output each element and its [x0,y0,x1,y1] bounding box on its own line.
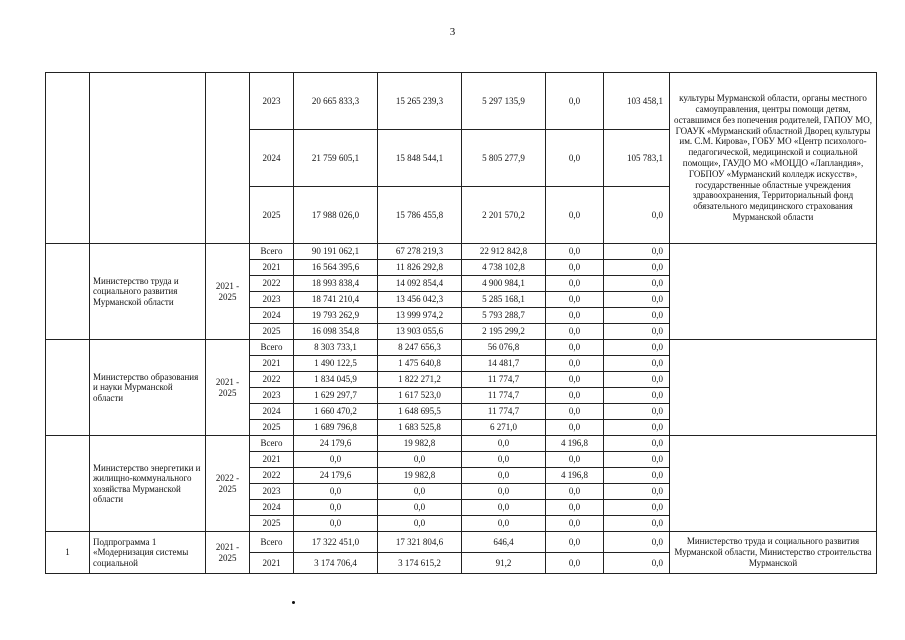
year-cell: 2023 [250,73,294,130]
number-cell [46,436,90,532]
federal-budget-cell: 14 481,7 [462,356,546,372]
other-sources-cell: 0,0 [604,404,670,420]
total-cell: 1 660 470,2 [294,404,378,420]
regional-budget-cell: 17 321 804,6 [378,532,462,553]
federal-budget-cell: 11 774,7 [462,404,546,420]
other-sources-cell: 0,0 [604,324,670,340]
federal-budget-cell: 0,0 [462,452,546,468]
local-budget-cell: 0,0 [546,516,604,532]
total-cell: 0,0 [294,452,378,468]
executors-cell [670,436,877,532]
other-sources-cell: 0,0 [604,244,670,260]
year-cell: 2024 [250,500,294,516]
local-budget-cell: 4 196,8 [546,436,604,452]
other-sources-cell: 0,0 [604,553,670,574]
total-cell: 20 665 833,3 [294,73,378,130]
other-sources-cell: 0,0 [604,372,670,388]
period-cell: 2021 - 2025 [206,532,250,574]
total-cell: 1 689 796,8 [294,420,378,436]
federal-budget-cell: 5 285 168,1 [462,292,546,308]
local-budget-cell: 0,0 [546,420,604,436]
ministry-name-cell: Министерство труда и социального развития Мурманской области [90,244,206,340]
total-cell: 24 179,6 [294,468,378,484]
local-budget-cell: 0,0 [546,292,604,308]
table-row [46,244,877,260]
regional-budget-cell: 14 092 854,4 [378,276,462,292]
regional-budget-cell: 13 903 055,6 [378,324,462,340]
federal-budget-cell: 5 297 135,9 [462,73,546,130]
regional-budget-cell: 1 648 695,5 [378,404,462,420]
other-sources-cell: 0,0 [604,516,670,532]
local-budget-cell: 0,0 [546,553,604,574]
local-budget-cell: 4 196,8 [546,468,604,484]
local-budget-cell: 0,0 [546,130,604,187]
year-cell: 2025 [250,187,294,244]
year-cell: 2023 [250,388,294,404]
other-sources-cell: 0,0 [604,276,670,292]
total-cell: 1 490 122,5 [294,356,378,372]
ministry-name-cell: Министерство образования и науки Мурманской области [90,340,206,436]
regional-budget-cell: 1 683 525,8 [378,420,462,436]
regional-budget-cell: 15 786 455,8 [378,187,462,244]
federal-budget-cell: 4 738 102,8 [462,260,546,276]
total-cell: 18 993 838,4 [294,276,378,292]
local-budget-cell: 0,0 [546,372,604,388]
year-cell: 2022 [250,468,294,484]
federal-budget-cell: 0,0 [462,468,546,484]
year-cell: 2021 [250,260,294,276]
federal-budget-cell: 11 774,7 [462,388,546,404]
other-sources-cell: 0,0 [604,356,670,372]
total-cell: 0,0 [294,500,378,516]
other-sources-cell: 0,0 [604,532,670,553]
regional-budget-cell: 13 999 974,2 [378,308,462,324]
year-cell: 2025 [250,420,294,436]
year-cell: Всего [250,532,294,553]
total-cell: 1 834 045,9 [294,372,378,388]
other-sources-cell: 0,0 [604,484,670,500]
regional-budget-cell: 11 826 292,8 [378,260,462,276]
federal-budget-cell: 5 805 277,9 [462,130,546,187]
federal-budget-cell: 0,0 [462,484,546,500]
year-cell: 2022 [250,276,294,292]
other-sources-cell: 0,0 [604,388,670,404]
table-row [46,436,877,452]
other-sources-cell: 0,0 [604,308,670,324]
budget-table-body [46,73,877,574]
local-budget-cell: 0,0 [546,308,604,324]
other-sources-cell: 0,0 [604,292,670,308]
other-sources-cell: 103 458,1 [604,73,670,130]
total-cell: 8 303 733,1 [294,340,378,356]
regional-budget-cell: 1 617 523,0 [378,388,462,404]
stray-dot [292,601,295,604]
federal-budget-cell: 11 774,7 [462,372,546,388]
executors-cell: Министерство труда и социального развития Мурманской области, Министерство строительства Мурманской [670,532,877,574]
other-sources-cell: 0,0 [604,340,670,356]
federal-budget-cell: 0,0 [462,516,546,532]
executors-cell [670,244,877,340]
local-budget-cell: 0,0 [546,260,604,276]
regional-budget-cell: 19 982,8 [378,468,462,484]
total-cell: 90 191 062,1 [294,244,378,260]
executors-cell [670,340,877,436]
year-cell: 2025 [250,324,294,340]
regional-budget-cell: 8 247 656,3 [378,340,462,356]
regional-budget-cell: 15 848 544,1 [378,130,462,187]
local-budget-cell: 0,0 [546,244,604,260]
total-cell: 19 793 262,9 [294,308,378,324]
total-cell: 21 759 605,1 [294,130,378,187]
local-budget-cell: 0,0 [546,324,604,340]
year-cell: 2021 [250,452,294,468]
year-cell: 2023 [250,484,294,500]
period-cell: 2021 - 2025 [206,340,250,436]
total-cell: 3 174 706,4 [294,553,378,574]
federal-budget-cell: 2 195 299,2 [462,324,546,340]
regional-budget-cell: 0,0 [378,516,462,532]
total-cell: 16 564 395,6 [294,260,378,276]
regional-budget-cell: 67 278 219,3 [378,244,462,260]
executors-cell: культуры Мурманской области, органы местного самоуправления, центры помощи детям, оставшимся без попечения родителей, ГАПОУ МО, ГОАУК «Мурманский областной Дворец культуры им. С.М. Кирова», ГОБУ МО «Центр психолого-педагогической, медицинской и социальной помощи», ГАУДО МО «МОЦДО «Лапландия», ГОБПОУ «Мурманский колледж искусств», государственные областные учреждения здравоохранения, Территориальный фонд обязательного медицинского страхования Мурманской области [670,73,877,244]
federal-budget-cell: 5 793 288,7 [462,308,546,324]
regional-budget-cell: 0,0 [378,500,462,516]
table-row [46,73,877,130]
year-cell: 2021 [250,356,294,372]
year-cell: 2022 [250,372,294,388]
total-cell: 24 179,6 [294,436,378,452]
federal-budget-cell: 0,0 [462,500,546,516]
federal-budget-cell: 4 900 984,1 [462,276,546,292]
regional-budget-cell: 0,0 [378,484,462,500]
federal-budget-cell: 6 271,0 [462,420,546,436]
local-budget-cell: 0,0 [546,532,604,553]
federal-budget-cell: 646,4 [462,532,546,553]
period-cell: 2021 - 2025 [206,244,250,340]
federal-budget-cell: 91,2 [462,553,546,574]
federal-budget-cell: 56 076,8 [462,340,546,356]
year-cell: Всего [250,244,294,260]
regional-budget-cell: 1 475 640,8 [378,356,462,372]
page-number: 3 [449,26,456,38]
federal-budget-cell: 22 912 842,8 [462,244,546,260]
year-cell: Всего [250,340,294,356]
other-sources-cell: 0,0 [604,260,670,276]
number-cell [46,73,90,244]
regional-budget-cell: 19 982,8 [378,436,462,452]
table-row [46,340,877,356]
table-row [46,532,877,553]
other-sources-cell: 0,0 [604,187,670,244]
total-cell: 18 741 210,4 [294,292,378,308]
federal-budget-cell: 2 201 570,2 [462,187,546,244]
year-cell: 2023 [250,292,294,308]
budget-table [45,72,877,574]
year-cell: Всего [250,436,294,452]
year-cell: 2024 [250,308,294,324]
other-sources-cell: 0,0 [604,500,670,516]
local-budget-cell: 0,0 [546,356,604,372]
regional-budget-cell: 13 456 042,3 [378,292,462,308]
local-budget-cell: 0,0 [546,340,604,356]
year-cell: 2024 [250,130,294,187]
regional-budget-cell: 15 265 239,3 [378,73,462,130]
year-cell: 2024 [250,404,294,420]
other-sources-cell: 0,0 [604,436,670,452]
total-cell: 17 322 451,0 [294,532,378,553]
local-budget-cell: 0,0 [546,276,604,292]
regional-budget-cell: 1 822 271,2 [378,372,462,388]
name-cell [90,73,206,244]
other-sources-cell: 0,0 [604,468,670,484]
subprogram-number-cell: 1 [46,532,90,574]
ministry-name-cell: Министерство энергетики и жилищно-коммунального хозяйства Мурманской области [90,436,206,532]
year-cell: 2021 [250,553,294,574]
local-budget-cell: 0,0 [546,187,604,244]
local-budget-cell: 0,0 [546,388,604,404]
local-budget-cell: 0,0 [546,73,604,130]
total-cell: 1 629 297,7 [294,388,378,404]
federal-budget-cell: 0,0 [462,436,546,452]
local-budget-cell: 0,0 [546,404,604,420]
total-cell: 0,0 [294,484,378,500]
local-budget-cell: 0,0 [546,500,604,516]
total-cell: 16 098 354,8 [294,324,378,340]
other-sources-cell: 0,0 [604,420,670,436]
subprogram-name-cell: Подпрограмма 1 «Модернизация системы социальной [90,532,206,574]
regional-budget-cell: 0,0 [378,452,462,468]
number-cell [46,340,90,436]
other-sources-cell: 0,0 [604,452,670,468]
other-sources-cell: 105 783,1 [604,130,670,187]
period-cell: 2022 - 2025 [206,436,250,532]
period-cell [206,73,250,244]
local-budget-cell: 0,0 [546,452,604,468]
number-cell [46,244,90,340]
total-cell: 17 988 026,0 [294,187,378,244]
year-cell: 2025 [250,516,294,532]
regional-budget-cell: 3 174 615,2 [378,553,462,574]
total-cell: 0,0 [294,516,378,532]
local-budget-cell: 0,0 [546,484,604,500]
